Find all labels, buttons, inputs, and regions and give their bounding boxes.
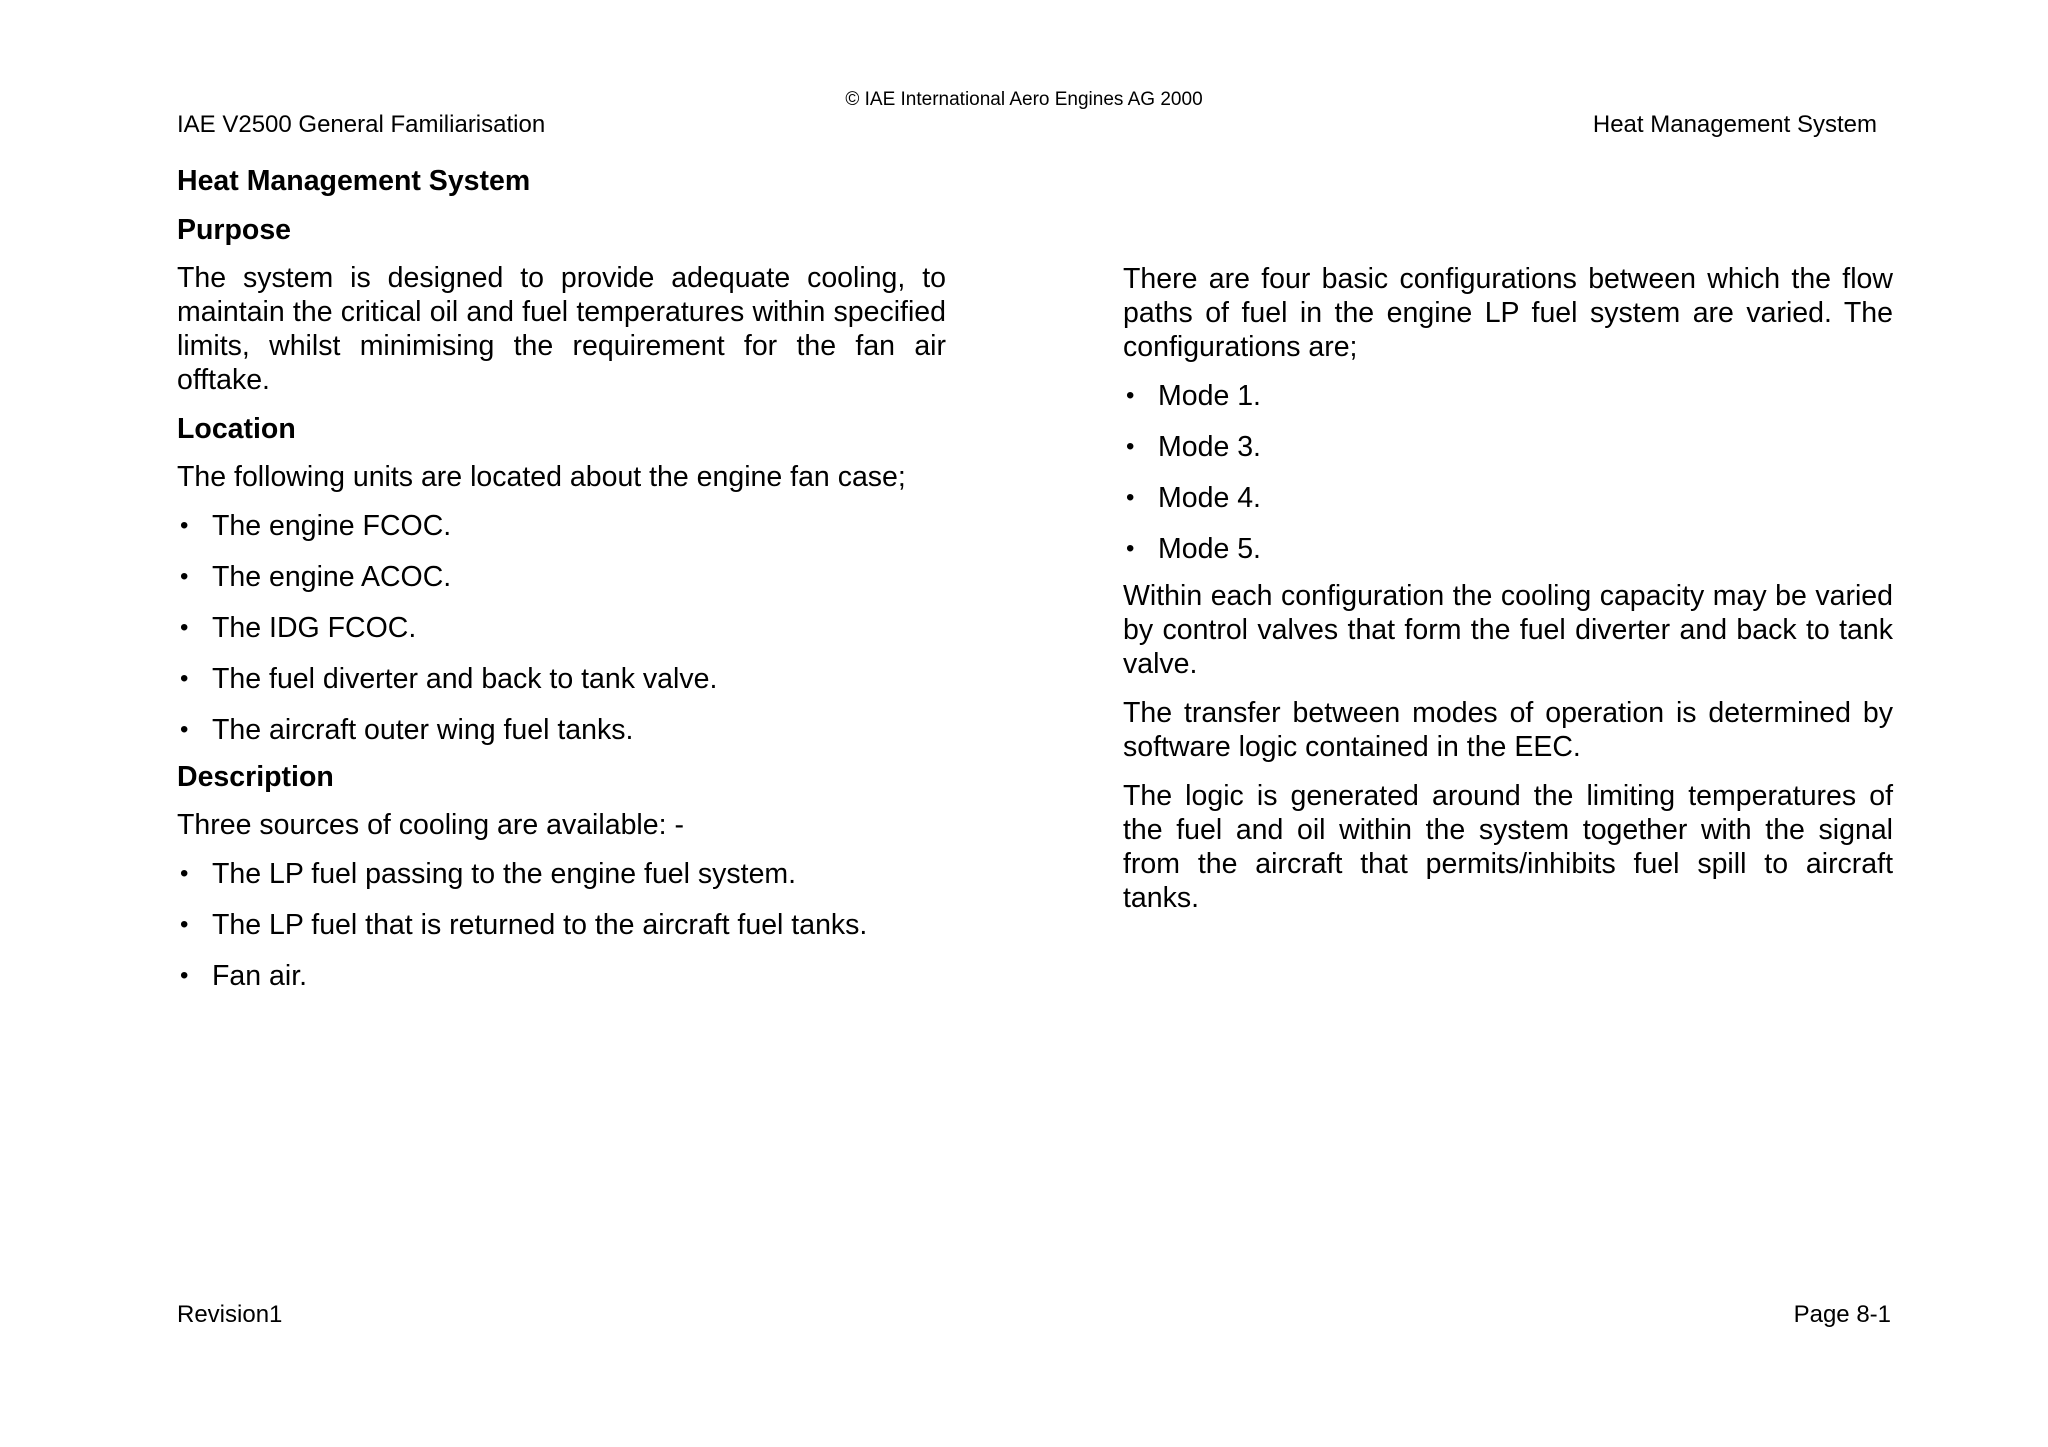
- header-document-title: IAE V2500 General Familiarisation: [177, 111, 546, 138]
- description-heading: Description: [177, 761, 334, 793]
- description-intro: Three sources of cooling are available: -: [177, 809, 684, 841]
- list-item: [177, 908, 946, 942]
- purpose-heading: Purpose: [177, 214, 292, 246]
- cooling-capacity-paragraph: Within each configuration the cooling capacity may be varied by control valves that form the fuel diverter and back to tank valve.: [1123, 580, 1893, 680]
- mode-transfer-paragraph: The transfer between modes of operation is determined by software logic contained in the EEC.: [1123, 697, 1893, 763]
- modes-list: [1123, 379, 1893, 566]
- list-item-text: The LP fuel that is returned to the aircraft fuel tanks.: [212, 909, 868, 941]
- list-item: [1123, 430, 1893, 464]
- bullet-icon: •: [180, 512, 189, 539]
- list-item-text: The fuel diverter and back to tank valve.: [212, 663, 718, 695]
- list-item: [177, 662, 946, 696]
- list-item: [177, 857, 946, 891]
- list-item: [177, 959, 946, 993]
- list-item: [177, 509, 946, 543]
- list-item-text: Mode 1.: [1158, 380, 1261, 412]
- list-item: [177, 560, 946, 594]
- bullet-icon: •: [180, 665, 189, 692]
- right-column: [1123, 262, 1893, 930]
- bullet-icon: •: [180, 716, 189, 743]
- bullet-icon: •: [1126, 382, 1135, 409]
- list-item-text: The IDG FCOC.: [212, 612, 417, 644]
- list-item-text: Fan air.: [212, 960, 308, 992]
- location-intro: The following units are located about the engine fan case;: [177, 461, 906, 493]
- bullet-icon: •: [180, 962, 189, 989]
- footer-revision: Revision1: [177, 1301, 283, 1328]
- list-item: [177, 713, 946, 747]
- left-column: [177, 164, 946, 1006]
- description-list: [177, 857, 946, 993]
- footer-page-number: Page 8-1: [1793, 1301, 1891, 1328]
- location-heading: Location: [177, 413, 296, 445]
- list-item-text: Mode 4.: [1158, 482, 1261, 514]
- list-item-text: Mode 5.: [1158, 533, 1261, 565]
- bullet-icon: •: [1126, 433, 1135, 460]
- bullet-icon: •: [1126, 484, 1135, 511]
- location-list: [177, 509, 946, 747]
- copyright-notice: © IAE International Aero Engines AG 2000: [845, 89, 1203, 110]
- list-item-text: The engine FCOC.: [212, 510, 452, 542]
- bullet-icon: •: [180, 614, 189, 641]
- list-item-text: The engine ACOC.: [212, 561, 452, 593]
- list-item-text: The aircraft outer wing fuel tanks.: [212, 714, 634, 746]
- header-section-title: Heat Management System: [1592, 111, 1877, 138]
- list-item: [1123, 481, 1893, 515]
- list-item: [1123, 532, 1893, 566]
- list-item-text: The LP fuel passing to the engine fuel system.: [212, 858, 797, 890]
- page-title: Heat Management System: [177, 165, 531, 197]
- bullet-icon: •: [180, 563, 189, 590]
- list-item: [177, 611, 946, 645]
- bullet-icon: •: [1126, 535, 1135, 562]
- configurations-intro: There are four basic configurations between which the flow paths of fuel in the engine LP fuel system are varied. The configurations are;: [1123, 263, 1893, 363]
- bullet-icon: •: [180, 911, 189, 938]
- list-item-text: Mode 3.: [1158, 431, 1261, 463]
- logic-paragraph: The logic is generated around the limiting temperatures of the fuel and oil within the system together with the signal from the aircraft that permits/inhibits fuel spill to aircraft tanks.: [1123, 780, 1893, 914]
- purpose-text: The system is designed to provide adequate cooling, to maintain the critical oil and fuel temperatures within specified limits, whilst minimising the requirement for the fan air offtake.: [177, 262, 946, 396]
- bullet-icon: •: [180, 860, 189, 887]
- list-item: [1123, 379, 1893, 413]
